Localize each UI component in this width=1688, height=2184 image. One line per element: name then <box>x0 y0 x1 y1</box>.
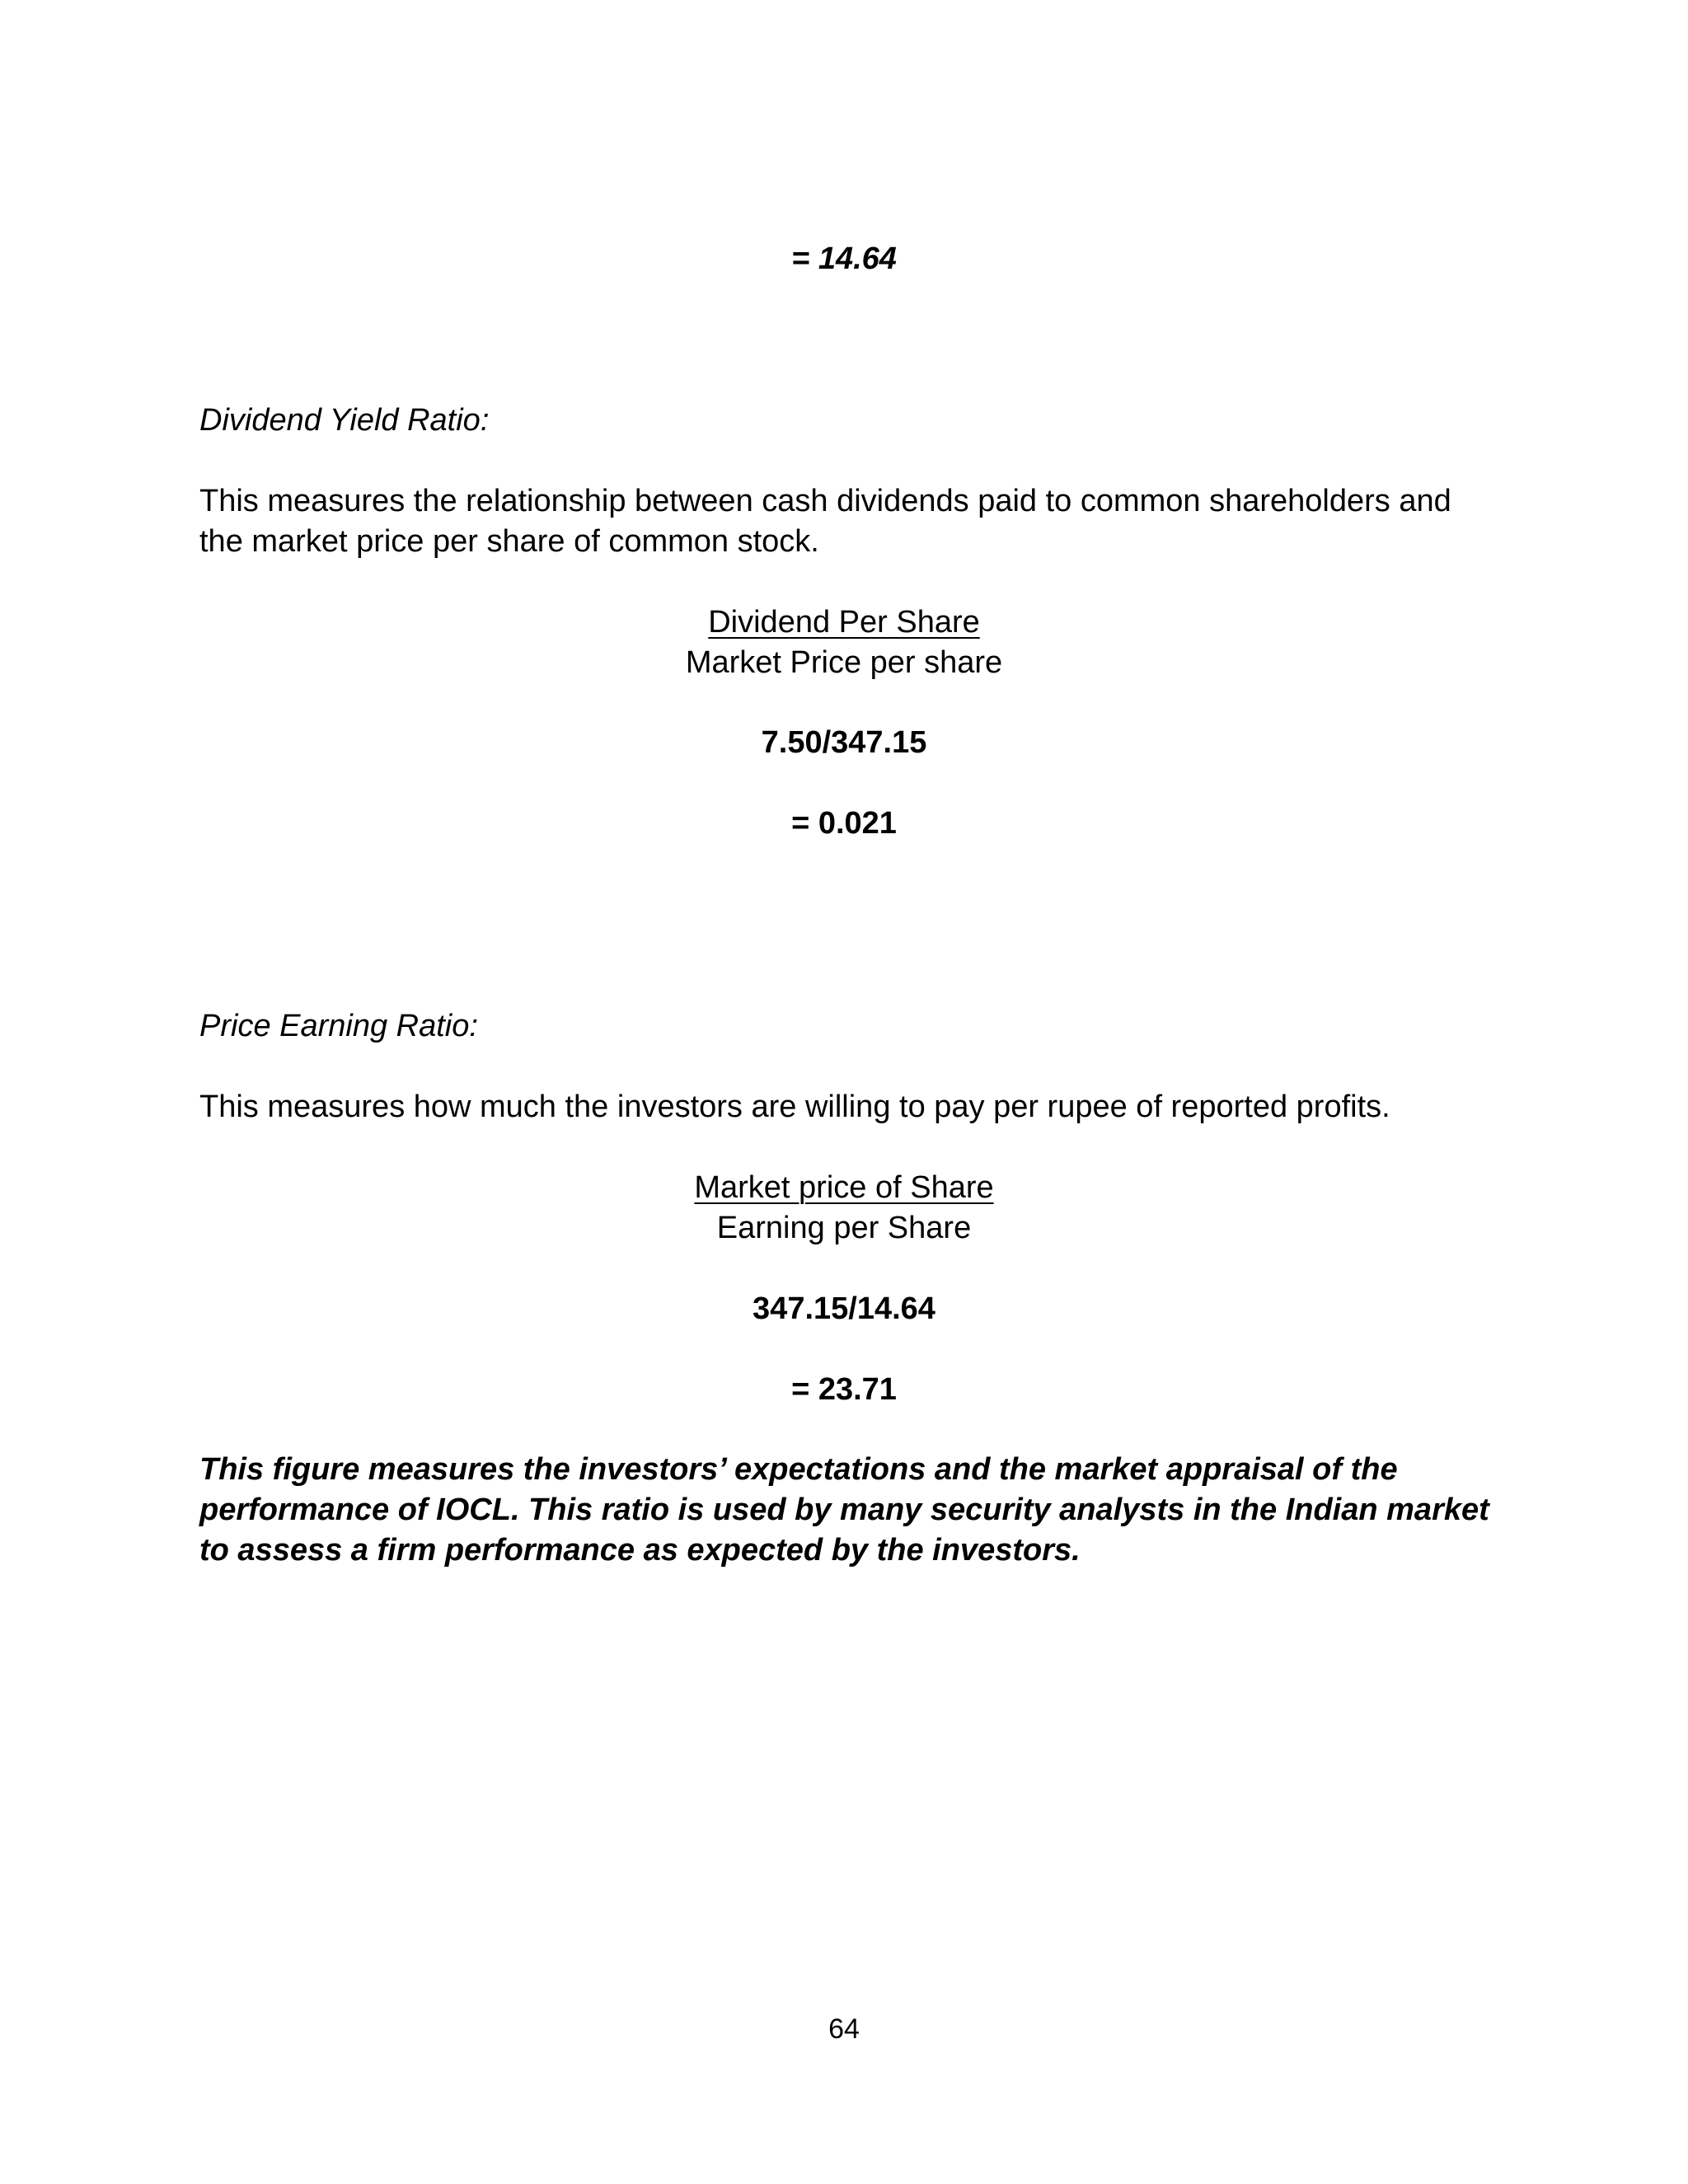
price-earning-description: This measures how much the investors are willing to pay per rupee of reported profits. <box>199 1090 1390 1124</box>
price-earning-conclusion: This figure measures the investors’ expectations and the market appraisal of the performance of IOCL. This ratio is used by many security analysts in the Indian market to assess a firm performance as expected by the investors. <box>199 1452 1489 1568</box>
price-earning-heading: Price Earning Ratio: <box>199 1009 478 1043</box>
dividend-yield-formula-numerator: Dividend Per Share <box>708 605 980 640</box>
price-earning-calculation: 347.15/14.64 <box>753 1291 935 1326</box>
dividend-yield-heading: Dividend Yield Ratio: <box>199 403 490 438</box>
price-earning-result: = 23.71 <box>791 1372 897 1407</box>
page-number: 64 <box>828 2013 860 2045</box>
price-earning-formula-denominator: Earning per Share <box>716 1211 972 1245</box>
price-earning-formula-numerator: Market price of Share <box>694 1170 994 1205</box>
dividend-yield-description: This measures the relationship between cash dividends paid to common shareholders and the market price per share of common stock. <box>199 484 1451 559</box>
dividend-yield-calculation: 7.50/347.15 <box>761 725 927 760</box>
eps-result: = 14.64 <box>791 241 897 276</box>
dividend-yield-result: = 0.021 <box>791 806 897 841</box>
dividend-yield-formula-denominator: Market Price per share <box>685 645 1003 680</box>
